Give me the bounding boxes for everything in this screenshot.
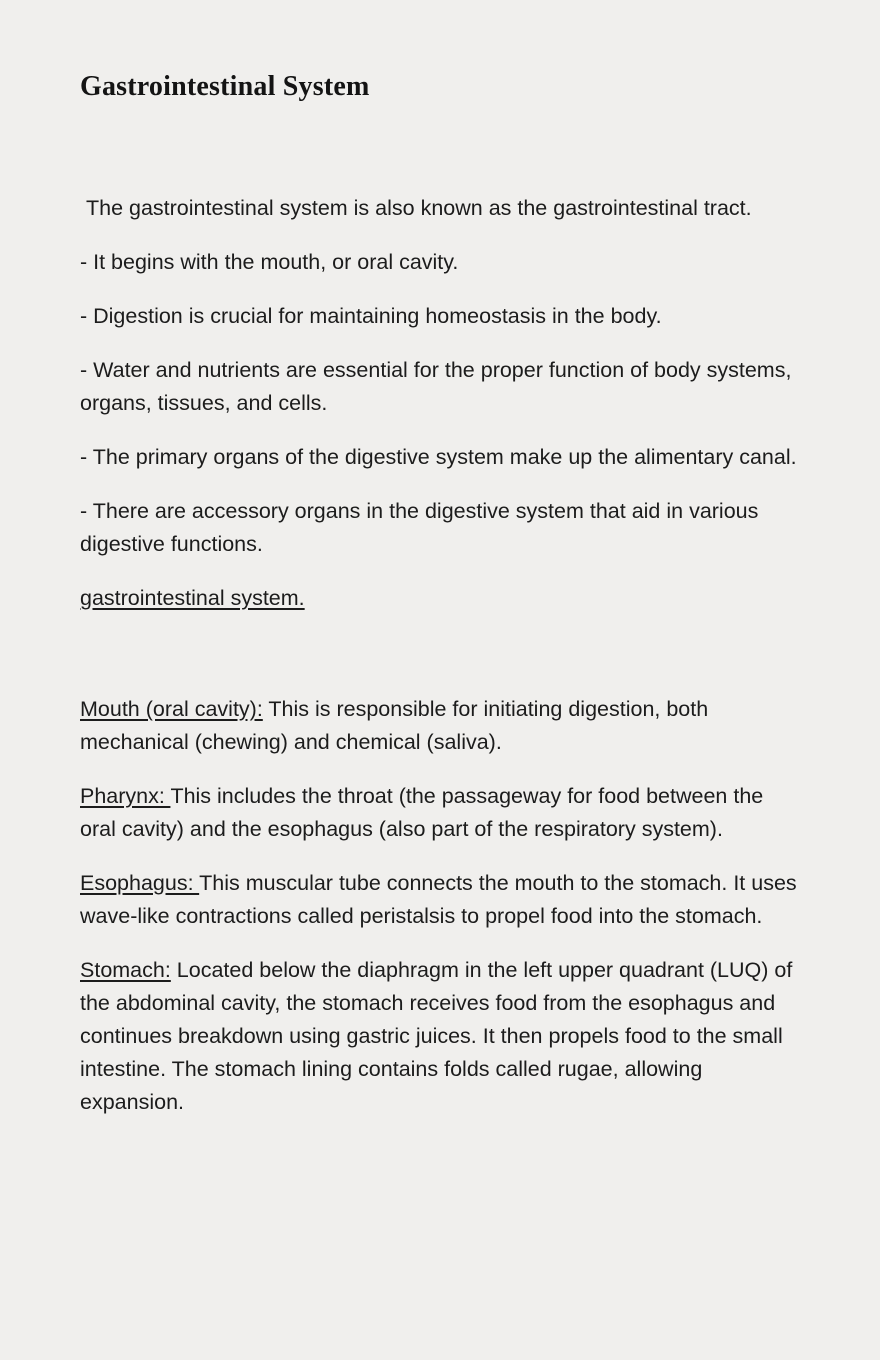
- definition-term-mouth: Mouth (oral cavity):: [80, 697, 263, 721]
- intro-paragraph: The gastrointestinal system is also known as the gastrointestinal tract.: [80, 196, 752, 220]
- definition-paragraph-mouth: [80, 693, 800, 759]
- bullet-paragraph-water-nutrients: - Water and nutrients are essential for the proper function of body systems, organs, tissues, and cells.: [80, 358, 798, 415]
- bullet-paragraph-digestion: - Digestion is crucial for maintaining homeostasis in the body.: [80, 304, 662, 328]
- definition-paragraph-esophagus: [80, 867, 803, 933]
- definition-term-esophagus: Esophagus:: [80, 871, 200, 895]
- definition-term-pharynx: Pharynx:: [80, 784, 171, 808]
- definition-text-esophagus: This muscular tube connects the mouth to the stomach. It uses wave-like contractions called peristalsis to propel food into the stomach.: [80, 871, 803, 928]
- definition-paragraph-pharynx: [80, 780, 800, 846]
- bullet-paragraph-mouth: - It begins with the mouth, or oral cavity.: [80, 250, 459, 274]
- definition-text-pharynx: This includes the throat (the passageway for food between the oral cavity) and the esophagus (also part of the respiratory system).: [80, 784, 770, 841]
- bullet-paragraph-accessory-organs: - There are accessory organs in the digestive system that aid in various digestive functions.: [80, 499, 765, 556]
- bullet-paragraph-primary-organs: - The primary organs of the digestive system make up the alimentary canal.: [80, 445, 797, 469]
- definition-term-stomach: Stomach:: [80, 958, 171, 982]
- underlined-section-heading: gastrointestinal system.: [80, 586, 305, 610]
- definition-text-mouth: This is responsible for initiating digestion, both mechanical (chewing) and chemical (saliva).: [80, 697, 715, 754]
- definition-paragraph-stomach: [80, 954, 800, 1119]
- definition-text-stomach: Located below the diaphragm in the left upper quadrant (LUQ) of the abdominal cavity, the stomach receives food from the esophagus and continues breakdown using gastric juices. It then propels food to the small intestine. The stomach lining contains folds called rugae, allowing expansion.: [80, 958, 799, 1114]
- page-title: Gastrointestinal System: [80, 71, 370, 102]
